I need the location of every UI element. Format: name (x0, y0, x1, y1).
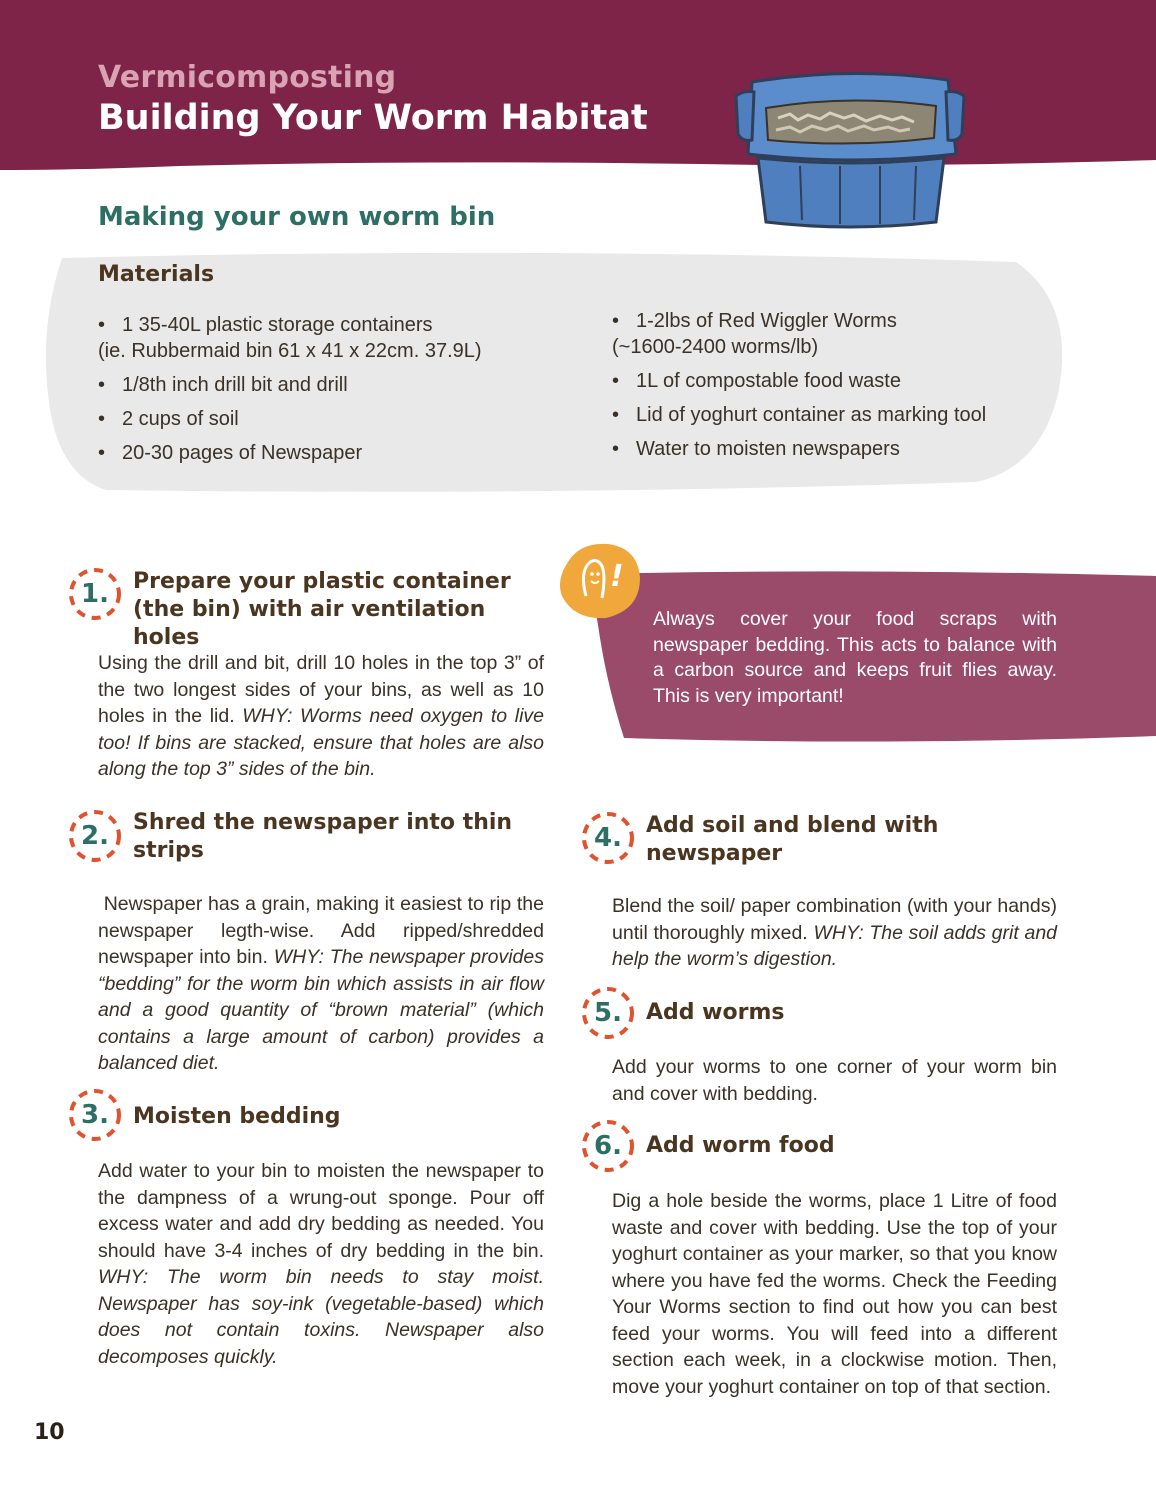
step-number: 3. (81, 1100, 109, 1130)
step-text-4: Blend the soil/ paper combination (with your hands) until thoroughly mixed. WHY: The soil adds grit and help the worm’s digestion. (612, 895, 1058, 970)
step-badge-6 (579, 1117, 637, 1175)
step-text-1: Using the drill and bit, drill 10 holes in the top 3” of the two longest sides of your bins, as well as 10 holes in the lid. WHY: Worms need oxygen to live too! If bins are stacked, ensure that holes are also along the top 3” sides of the bin. (98, 652, 544, 780)
step-number: 6. (594, 1131, 622, 1161)
page-number: 10 (34, 1420, 65, 1445)
list-item: • Water to moisten newspapers (612, 438, 900, 460)
svg-text:!: ! (610, 559, 624, 594)
step-text-6: Dig a hole beside the worms, place 1 Litre of food waste and cover with bedding. Use the top of your yoghurt container as your marker, so that you know where you have fed the worms. Check the Feeding Your Worms section to find out how you can best feed your worms. You will feed into a different section each week, in a clockwise motion. Then, move your yoghurt container on top of that section. (612, 1190, 1057, 1398)
step-title-5: Add worms (646, 1000, 785, 1025)
list-item: • 1/8th inch drill bit and drill (98, 374, 348, 396)
worm-bin-illustration (730, 62, 970, 234)
step-badge-4 (579, 809, 637, 867)
page-title: Building Your Worm Habitat (98, 98, 648, 138)
list-item: • 2 cups of soil (98, 408, 239, 430)
list-item: • 1 35-40L plastic storage containers (ie. Rubbermaid bin 61 x 41 x 22cm. 37.9L) (98, 314, 482, 362)
tip-text: Always cover your food scraps with newspaper bedding. This acts to balance with a carbon source and keeps fruit flies away. This is very important! (653, 608, 1057, 707)
step-badge-1 (66, 565, 124, 623)
list-item: • Lid of yoghurt container as marking tool (612, 404, 987, 426)
section-heading: Making your own worm bin (98, 202, 496, 232)
step-title-1: Prepare your plastic container (the bin) with air ventilation holes (133, 569, 511, 650)
step-number: 4. (594, 823, 622, 853)
step-badge-5 (579, 984, 637, 1042)
kicker-text: Vermicomposting (98, 60, 397, 95)
tip-icon (556, 540, 644, 622)
materials-heading: Materials (98, 262, 215, 287)
step-title-3: Moisten bedding (133, 1104, 341, 1129)
materials-list-right (612, 308, 1052, 470)
step-badge-2 (66, 807, 124, 865)
list-item: • 1-2lbs of Red Wiggler Worms (~1600-2400 worms/lb) (612, 310, 897, 358)
step-number: 5. (594, 998, 622, 1028)
step-title-4: Add soil and blend with newspaper (646, 813, 939, 866)
list-item: • 20-30 pages of Newspaper (98, 442, 363, 464)
step-number: 1. (81, 579, 109, 609)
step-text-2: Newspaper has a grain, making it easiest to rip the newspaper legth-wise. Add ripped/shredded newspaper into bin. WHY: The newspaper provides “bedding” for the worm bin which assists in air flow and a good quantity of “brown material” (which contains a large amount of carbon) provides a balanced diet. (98, 893, 544, 1074)
step-text-3: Add water to your bin to moisten the newspaper to the dampness of a wrung-out sponge. Pour off excess water and add dry bedding as needed. You should have 3-4 inches of dry bedding in the bin. WHY: The worm bin needs to stay moist. Newspaper has soy-ink (vegetable-based) which does not contain toxins. Newspaper also decomposes quickly. (98, 1160, 544, 1368)
materials-list-left (98, 312, 578, 474)
step-title-6: Add worm food (646, 1133, 835, 1158)
list-item: • 1L of compostable food waste (612, 370, 901, 392)
step-title-2: Shred the newspaper into thin strips (133, 810, 513, 863)
step-text-5: Add your worms to one corner of your worm bin and cover with bedding. (612, 1056, 1057, 1105)
step-number: 2. (81, 821, 109, 851)
step-badge-3 (66, 1086, 124, 1144)
